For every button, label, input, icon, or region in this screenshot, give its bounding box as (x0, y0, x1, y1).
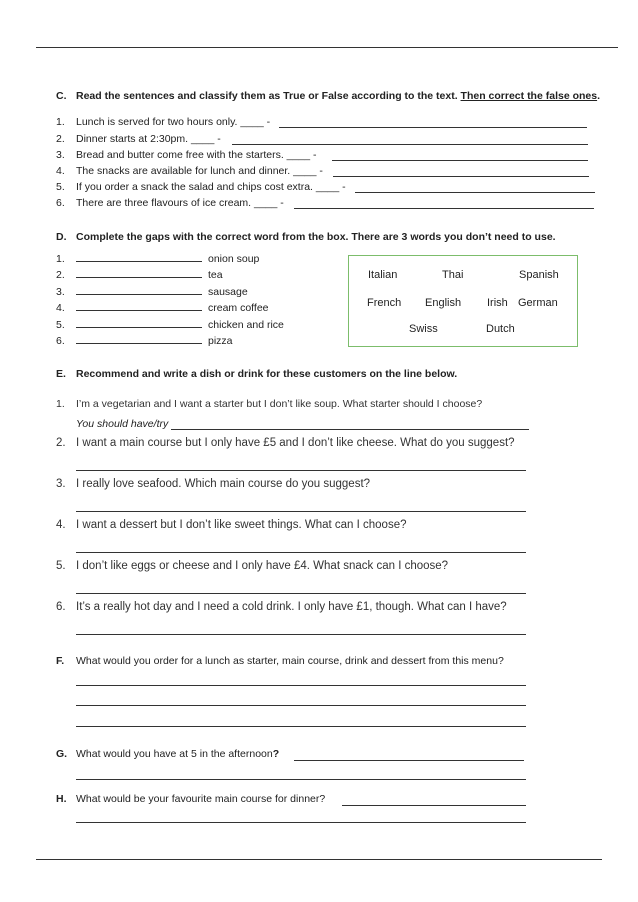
box-word: Swiss (409, 323, 438, 335)
section-e-question (56, 560, 448, 572)
gap-line[interactable] (76, 285, 202, 295)
box-word: Spanish (519, 269, 559, 281)
answer-line[interactable] (76, 552, 526, 553)
answer-line[interactable] (76, 726, 526, 727)
item-number: 6. (56, 197, 65, 209)
section-g-heading (56, 748, 279, 760)
bottom-rule (36, 859, 602, 860)
question-text: It’s a really hot day and I need a cold drink. I only have £1, though. What can I have? (76, 601, 507, 613)
item-text: Lunch is served for two hours only. ____ - (76, 116, 271, 128)
section-d-heading (56, 231, 556, 243)
answer-line[interactable] (76, 822, 526, 823)
item-number: 3. (56, 149, 65, 161)
section-c-title-underlined: Then correct the false ones (460, 90, 598, 102)
item-number: 2. (56, 133, 65, 145)
section-f-title: What would you order for a lunch as starter, main course, drink and dessert from this menu? (76, 655, 504, 667)
item-number: 4. (56, 519, 66, 531)
section-c-heading (56, 90, 600, 102)
answer-line[interactable] (294, 208, 594, 209)
item-number: 3. (56, 478, 66, 490)
section-e-question (56, 398, 482, 410)
question-text: I really love seafood. Which main course do you suggest? (76, 478, 371, 490)
item-number: 2. (56, 269, 65, 281)
box-word: German (518, 297, 558, 309)
section-c-item (56, 149, 316, 161)
answer-line[interactable] (171, 429, 529, 430)
item-number: 5. (56, 319, 65, 331)
section-d-item (56, 285, 248, 298)
section-c-item (56, 133, 221, 145)
section-d-item (56, 318, 284, 331)
section-d-title: Complete the gaps with the correct word from the box. There are 3 words you don’t need to use. (76, 231, 556, 243)
section-e-letter: E. (56, 368, 66, 380)
item-text: chicken and rice (208, 319, 284, 331)
top-rule (36, 47, 618, 48)
section-c-item (56, 197, 284, 209)
section-c-title: Read the sentences and classify them as True or False according to the text. (76, 90, 461, 102)
item-number: 4. (56, 165, 65, 177)
section-h-title: What would be your favourite main course for dinner? (76, 793, 326, 805)
item-text: cream coffee (208, 302, 269, 314)
item-number: 3. (56, 286, 65, 298)
item-number: 1. (56, 253, 65, 265)
section-e-question (56, 437, 515, 449)
section-f-heading (56, 655, 504, 667)
item-number: 1. (56, 116, 65, 128)
section-h-letter: H. (56, 793, 67, 805)
box-word: Dutch (486, 323, 515, 335)
question-text: I want a main course but I only have £5 and I don’t like cheese. What do you suggest? (76, 437, 515, 449)
section-e-question (56, 519, 407, 531)
answer-line[interactable] (355, 192, 595, 193)
section-c-title-end: . (597, 90, 601, 102)
item-number: 6. (56, 335, 65, 347)
item-number: 4. (56, 302, 65, 314)
item-text: tea (208, 269, 223, 281)
item-text: The snacks are available for lunch and dinner. ____ - (76, 165, 323, 177)
box-word: Italian (368, 269, 398, 281)
answer-line[interactable] (294, 760, 524, 761)
question-text: I want a dessert but I don’t like sweet things. What can I choose? (76, 519, 407, 531)
section-d-item (56, 252, 259, 265)
section-e-title: Recommend and write a dish or drink for these customers on the line below. (76, 368, 458, 380)
answer-line[interactable] (76, 779, 526, 780)
section-d-letter: D. (56, 231, 67, 243)
answer-line[interactable] (279, 127, 587, 128)
item-number: 6. (56, 601, 66, 613)
section-c-item (56, 181, 346, 193)
section-f-letter: F. (56, 655, 65, 667)
box-word: French (367, 297, 402, 309)
question-text: I don’t like eggs or cheese and I only have £4. What snack can I choose? (76, 560, 449, 572)
gap-line[interactable] (76, 334, 202, 344)
item-text: Bread and butter come free with the starters. ____ - (76, 149, 317, 161)
answer-line[interactable] (76, 593, 526, 594)
gap-line[interactable] (76, 301, 202, 311)
gap-line[interactable] (76, 318, 202, 328)
section-d-item (56, 268, 223, 281)
answer-line[interactable] (76, 634, 526, 635)
item-number: 5. (56, 181, 65, 193)
section-c-item (56, 116, 270, 128)
answer-prompt: You should have/try (76, 418, 169, 430)
answer-line[interactable] (76, 705, 526, 706)
answer-line[interactable] (76, 511, 526, 512)
section-d-item (56, 334, 233, 347)
answer-line[interactable] (76, 470, 526, 471)
section-c-letter: C. (56, 90, 67, 102)
item-text: There are three flavours of ice cream. ____ - (76, 197, 284, 209)
box-word: Thai (442, 269, 464, 281)
section-d-item (56, 301, 269, 314)
section-h-heading (56, 793, 325, 805)
section-g-title-end: ? (272, 748, 280, 760)
item-number: 1. (56, 398, 65, 410)
item-number: 2. (56, 437, 66, 449)
gap-line[interactable] (76, 268, 202, 278)
answer-line[interactable] (232, 144, 588, 145)
item-text: sausage (208, 286, 248, 298)
answer-line[interactable] (76, 685, 526, 686)
item-number: 5. (56, 560, 66, 572)
question-text: I’m a vegetarian and I want a starter but I don’t like soup. What starter should I choose? (76, 398, 483, 410)
item-text: pizza (208, 335, 233, 347)
item-text: Dinner starts at 2:30pm. ____ - (76, 133, 221, 145)
answer-line[interactable] (342, 805, 526, 806)
box-word: Irish (487, 297, 508, 309)
item-text: If you order a snack the salad and chips cost extra. ____ - (76, 181, 346, 193)
item-text: onion soup (208, 253, 260, 265)
answer-line[interactable] (333, 176, 589, 177)
section-g-title: What would you have at 5 in the afternoon (76, 748, 273, 760)
section-c-item (56, 165, 323, 177)
section-e-question (56, 601, 507, 613)
section-g-letter: G. (56, 748, 68, 760)
answer-line[interactable] (332, 160, 588, 161)
gap-line[interactable] (76, 252, 202, 262)
section-e-heading (56, 368, 457, 380)
box-word: English (425, 297, 462, 309)
section-e-question (56, 478, 370, 490)
